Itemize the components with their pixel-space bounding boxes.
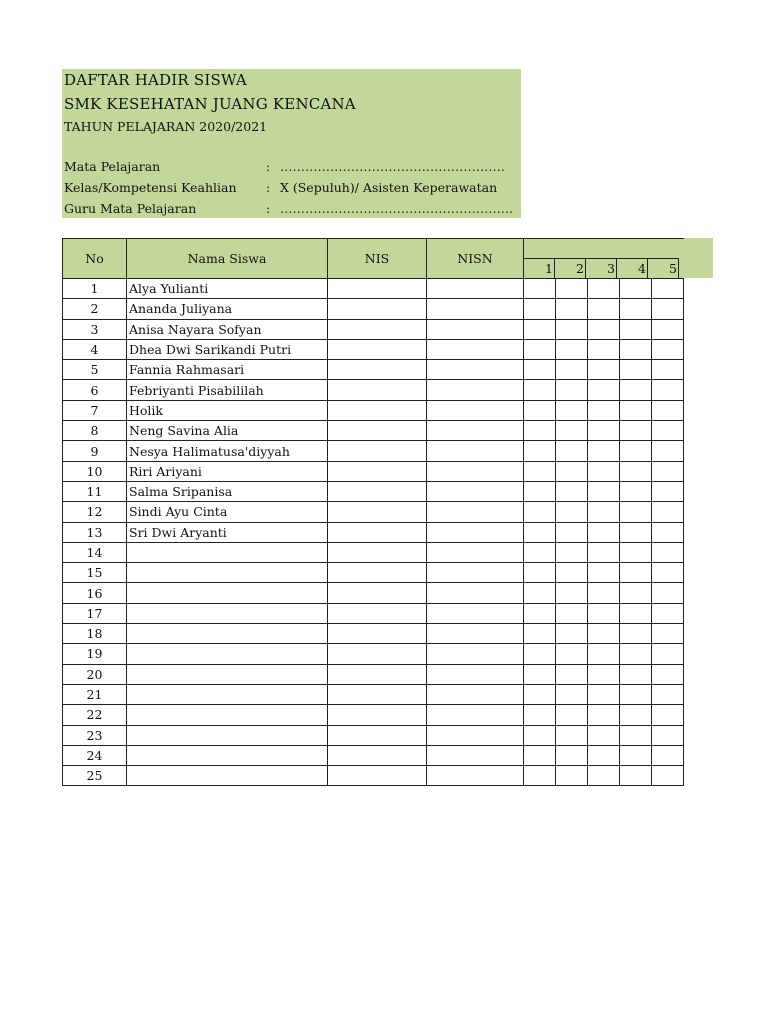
attendance-cell-day-1[interactable] [524, 684, 556, 704]
document-title: DAFTAR HADIR SISWA [64, 71, 247, 89]
row-number: 9 [63, 441, 127, 461]
row-number: 6 [63, 380, 127, 400]
attendance-cell-day-4[interactable] [620, 563, 652, 583]
attendance-cell-day-3[interactable] [588, 400, 620, 420]
nis-cell[interactable] [328, 502, 427, 522]
table-row [63, 705, 684, 725]
attendance-cell-day-2[interactable] [556, 766, 588, 786]
student-name: Sri Dwi Aryanti [127, 522, 328, 542]
nis-cell[interactable] [328, 421, 427, 441]
attendance-cell-day-1[interactable] [524, 583, 556, 603]
attendance-cell-day-3[interactable] [588, 664, 620, 684]
attendance-cell-day-3[interactable] [588, 481, 620, 501]
attendance-cell-day-2[interactable] [556, 563, 588, 583]
attendance-cell-day-1[interactable] [524, 502, 556, 522]
attendance-cell-day-2[interactable] [556, 339, 588, 359]
attendance-cell-day-1[interactable] [524, 624, 556, 644]
row-number: 11 [63, 481, 127, 501]
student-name [127, 745, 328, 765]
attendance-cell-day-3[interactable] [588, 441, 620, 461]
attendance-cell-day-4[interactable] [620, 339, 652, 359]
attendance-cell-day-1[interactable] [524, 360, 556, 380]
attendance-cell-day-2[interactable] [556, 522, 588, 542]
nisn-cell[interactable] [427, 299, 524, 319]
school-name: SMK KESEHATAN JUANG KENCANA [64, 95, 356, 113]
nis-cell[interactable] [328, 725, 427, 745]
nisn-cell[interactable] [427, 684, 524, 704]
row-number: 8 [63, 421, 127, 441]
attendance-cell-day-2[interactable] [556, 603, 588, 623]
attendance-cell-day-4[interactable] [620, 299, 652, 319]
attendance-cell-day-3[interactable] [588, 380, 620, 400]
attendance-cell-day-1[interactable] [524, 705, 556, 725]
day-header-1: 1 [524, 258, 555, 278]
attendance-cell-day-5[interactable] [652, 542, 684, 562]
nis-cell[interactable] [328, 766, 427, 786]
table-row [63, 319, 684, 339]
attendance-cell-day-1[interactable] [524, 542, 556, 562]
attendance-cell-day-2[interactable] [556, 421, 588, 441]
attendance-cell-day-1[interactable] [524, 481, 556, 501]
attendance-cell-day-1[interactable] [524, 745, 556, 765]
row-number: 1 [63, 279, 127, 299]
row-number: 20 [63, 664, 127, 684]
attendance-cell-day-3[interactable] [588, 725, 620, 745]
nisn-cell[interactable] [427, 766, 524, 786]
attendance-cell-day-4[interactable] [620, 705, 652, 725]
meta-value: X (Sepuluh)/ Asisten Keperawatan [280, 180, 498, 195]
row-number: 14 [63, 542, 127, 562]
meta-colon: : [266, 180, 271, 195]
attendance-cell-day-5[interactable] [652, 339, 684, 359]
attendance-cell-day-5[interactable] [652, 644, 684, 664]
nis-cell[interactable] [328, 522, 427, 542]
row-number: 23 [63, 725, 127, 745]
attendance-cell-day-2[interactable] [556, 542, 588, 562]
attendance-cell-day-2[interactable] [556, 400, 588, 420]
table-row [63, 502, 684, 522]
meta-colon: : [266, 159, 271, 174]
nis-cell[interactable] [328, 644, 427, 664]
day-header-4: 4 [617, 258, 648, 278]
nis-cell[interactable] [328, 461, 427, 481]
table-row [63, 664, 684, 684]
academic-year: TAHUN PELAJARAN 2020/2021 [64, 119, 268, 134]
student-name: Holik [127, 400, 328, 420]
table-row [63, 481, 684, 501]
attendance-cell-day-2[interactable] [556, 745, 588, 765]
attendance-cell-day-2[interactable] [556, 624, 588, 644]
attendance-cell-day-3[interactable] [588, 644, 620, 664]
attendance-cell-day-4[interactable] [620, 441, 652, 461]
attendance-cell-day-1[interactable] [524, 766, 556, 786]
student-name: Fannia Rahmasari [127, 360, 328, 380]
attendance-cell-day-3[interactable] [588, 583, 620, 603]
meta-label: Kelas/Kompetensi Keahlian [64, 180, 237, 195]
attendance-cell-day-4[interactable] [620, 644, 652, 664]
attendance-cell-day-3[interactable] [588, 745, 620, 765]
table-row [63, 745, 684, 765]
attendance-cell-day-3[interactable] [588, 522, 620, 542]
table-row [63, 603, 684, 623]
column-header-days [524, 239, 684, 279]
row-number: 17 [63, 603, 127, 623]
row-number: 21 [63, 684, 127, 704]
nisn-cell[interactable] [427, 542, 524, 562]
table-row [63, 542, 684, 562]
nisn-cell[interactable] [427, 563, 524, 583]
attendance-cell-day-2[interactable] [556, 725, 588, 745]
attendance-cell-day-4[interactable] [620, 502, 652, 522]
attendance-cell-day-5[interactable] [652, 725, 684, 745]
column-header-nisn: NISN [427, 239, 524, 279]
attendance-cell-day-3[interactable] [588, 603, 620, 623]
attendance-cell-day-3[interactable] [588, 542, 620, 562]
day-header-3: 3 [586, 258, 617, 278]
nis-cell[interactable] [328, 481, 427, 501]
row-number: 4 [63, 339, 127, 359]
table-row [63, 522, 684, 542]
row-number: 5 [63, 360, 127, 380]
table-row [63, 299, 684, 319]
attendance-cell-day-4[interactable] [620, 319, 652, 339]
attendance-cell-day-1[interactable] [524, 461, 556, 481]
student-name: Alya Yulianti [127, 279, 328, 299]
meta-label: Mata Pelajaran [64, 159, 161, 174]
attendance-cell-day-4[interactable] [620, 421, 652, 441]
student-name [127, 684, 328, 704]
day-number-row [524, 258, 679, 278]
attendance-cell-day-2[interactable] [556, 279, 588, 299]
nis-cell[interactable] [328, 603, 427, 623]
attendance-cell-day-3[interactable] [588, 502, 620, 522]
attendance-cell-day-4[interactable] [620, 603, 652, 623]
attendance-cell-day-3[interactable] [588, 684, 620, 704]
student-name [127, 542, 328, 562]
student-name: Dhea Dwi Sarikandi Putri [127, 339, 328, 359]
attendance-cell-day-5[interactable] [652, 481, 684, 501]
row-number: 22 [63, 705, 127, 725]
nisn-cell[interactable] [427, 441, 524, 461]
nisn-cell[interactable] [427, 461, 524, 481]
attendance-cell-day-5[interactable] [652, 583, 684, 603]
attendance-cell-day-4[interactable] [620, 745, 652, 765]
attendance-cell-day-3[interactable] [588, 461, 620, 481]
nisn-cell[interactable] [427, 725, 524, 745]
row-number: 3 [63, 319, 127, 339]
table-row [63, 644, 684, 664]
attendance-cell-day-4[interactable] [620, 766, 652, 786]
nis-cell[interactable] [328, 745, 427, 765]
nis-cell[interactable] [328, 705, 427, 725]
attendance-cell-day-3[interactable] [588, 421, 620, 441]
attendance-cell-day-4[interactable] [620, 725, 652, 745]
attendance-cell-day-2[interactable] [556, 461, 588, 481]
attendance-cell-day-5[interactable] [652, 380, 684, 400]
nisn-cell[interactable] [427, 624, 524, 644]
attendance-cell-day-1[interactable] [524, 279, 556, 299]
attendance-cell-day-2[interactable] [556, 583, 588, 603]
nis-cell[interactable] [328, 360, 427, 380]
student-name: Anisa Nayara Sofyan [127, 319, 328, 339]
student-name: Febriyanti Pisabililah [127, 380, 328, 400]
nis-cell[interactable] [328, 299, 427, 319]
attendance-cell-day-1[interactable] [524, 319, 556, 339]
attendance-cell-day-1[interactable] [524, 563, 556, 583]
attendance-cell-day-3[interactable] [588, 624, 620, 644]
nisn-cell[interactable] [427, 360, 524, 380]
attendance-cell-day-1[interactable] [524, 603, 556, 623]
attendance-cell-day-2[interactable] [556, 705, 588, 725]
attendance-cell-day-1[interactable] [524, 522, 556, 542]
table-row [63, 279, 684, 299]
nis-cell[interactable] [328, 441, 427, 461]
attendance-cell-day-2[interactable] [556, 360, 588, 380]
meta-label: Guru Mata Pelajaran [64, 201, 197, 216]
nis-cell[interactable] [328, 380, 427, 400]
student-name [127, 644, 328, 664]
attendance-cell-day-1[interactable] [524, 725, 556, 745]
day-header-5: 5 [648, 258, 679, 278]
nisn-cell[interactable] [427, 502, 524, 522]
nisn-cell[interactable] [427, 522, 524, 542]
table-row [63, 441, 684, 461]
attendance-cell-day-3[interactable] [588, 319, 620, 339]
student-name [127, 725, 328, 745]
nisn-cell[interactable] [427, 279, 524, 299]
attendance-cell-day-2[interactable] [556, 380, 588, 400]
nis-cell[interactable] [328, 319, 427, 339]
meta-colon: : [266, 201, 271, 216]
table-row [63, 380, 684, 400]
attendance-cell-day-5[interactable] [652, 624, 684, 644]
attendance-cell-day-5[interactable] [652, 745, 684, 765]
table-row [63, 400, 684, 420]
column-header-name: Nama Siswa [127, 239, 328, 279]
nis-cell[interactable] [328, 684, 427, 704]
table-row [63, 583, 684, 603]
attendance-cell-day-2[interactable] [556, 441, 588, 461]
attendance-table [62, 238, 684, 786]
student-name [127, 705, 328, 725]
attendance-cell-day-1[interactable] [524, 400, 556, 420]
attendance-cell-day-4[interactable] [620, 624, 652, 644]
nisn-cell[interactable] [427, 705, 524, 725]
meta-value: ……………………………………………… [280, 159, 505, 174]
student-name [127, 563, 328, 583]
attendance-cell-day-3[interactable] [588, 705, 620, 725]
student-name [127, 624, 328, 644]
nisn-cell[interactable] [427, 421, 524, 441]
attendance-cell-day-1[interactable] [524, 421, 556, 441]
attendance-cell-day-5[interactable] [652, 319, 684, 339]
attendance-cell-day-4[interactable] [620, 542, 652, 562]
attendance-cell-day-1[interactable] [524, 339, 556, 359]
table-row [63, 766, 684, 786]
student-name: Salma Sripanisa [127, 481, 328, 501]
attendance-cell-day-3[interactable] [588, 563, 620, 583]
nisn-cell[interactable] [427, 745, 524, 765]
attendance-cell-day-2[interactable] [556, 664, 588, 684]
attendance-cell-day-5[interactable] [652, 360, 684, 380]
nisn-cell[interactable] [427, 603, 524, 623]
nis-cell[interactable] [328, 339, 427, 359]
attendance-cell-day-3[interactable] [588, 339, 620, 359]
nisn-cell[interactable] [427, 583, 524, 603]
student-name [127, 583, 328, 603]
attendance-cell-day-4[interactable] [620, 461, 652, 481]
meta-value: ……………………………………………….. [280, 201, 513, 216]
student-name: Ananda Juliyana [127, 299, 328, 319]
nis-cell[interactable] [328, 624, 427, 644]
attendance-cell-day-4[interactable] [620, 522, 652, 542]
attendance-cell-day-1[interactable] [524, 644, 556, 664]
attendance-cell-day-5[interactable] [652, 563, 684, 583]
document-header [62, 69, 521, 218]
nis-cell[interactable] [328, 664, 427, 684]
attendance-cell-day-4[interactable] [620, 380, 652, 400]
attendance-cell-day-4[interactable] [620, 279, 652, 299]
attendance-cell-day-2[interactable] [556, 299, 588, 319]
row-number: 18 [63, 624, 127, 644]
table-row [63, 563, 684, 583]
attendance-cell-day-2[interactable] [556, 319, 588, 339]
attendance-cell-day-4[interactable] [620, 400, 652, 420]
nisn-cell[interactable] [427, 481, 524, 501]
row-number: 16 [63, 583, 127, 603]
attendance-cell-day-4[interactable] [620, 684, 652, 704]
row-number: 13 [63, 522, 127, 542]
attendance-cell-day-5[interactable] [652, 664, 684, 684]
attendance-cell-day-2[interactable] [556, 481, 588, 501]
row-number: 2 [63, 299, 127, 319]
row-number: 12 [63, 502, 127, 522]
nis-cell[interactable] [328, 563, 427, 583]
attendance-cell-day-5[interactable] [652, 279, 684, 299]
table-row [63, 360, 684, 380]
attendance-cell-day-3[interactable] [588, 360, 620, 380]
attendance-cell-day-5[interactable] [652, 299, 684, 319]
table-row [63, 339, 684, 359]
attendance-cell-day-3[interactable] [588, 279, 620, 299]
attendance-cell-day-2[interactable] [556, 644, 588, 664]
nisn-cell[interactable] [427, 319, 524, 339]
attendance-cell-day-5[interactable] [652, 522, 684, 542]
student-name [127, 664, 328, 684]
student-name: Nesya Halimatusa'diyyah [127, 441, 328, 461]
attendance-cell-day-5[interactable] [652, 603, 684, 623]
attendance-cell-day-5[interactable] [652, 441, 684, 461]
table-row [63, 684, 684, 704]
attendance-cell-day-5[interactable] [652, 421, 684, 441]
row-number: 15 [63, 563, 127, 583]
attendance-cell-day-2[interactable] [556, 684, 588, 704]
nisn-cell[interactable] [427, 380, 524, 400]
nis-cell[interactable] [328, 542, 427, 562]
nis-cell[interactable] [328, 279, 427, 299]
nisn-cell[interactable] [427, 400, 524, 420]
attendance-cell-day-5[interactable] [652, 684, 684, 704]
student-name: Neng Savina Alia [127, 421, 328, 441]
attendance-cell-day-3[interactable] [588, 299, 620, 319]
table-header-row [63, 239, 684, 279]
column-header-nis: NIS [328, 239, 427, 279]
row-number: 10 [63, 461, 127, 481]
attendance-cell-day-1[interactable] [524, 299, 556, 319]
table-row [63, 725, 684, 745]
day-header-2: 2 [555, 258, 586, 278]
student-name [127, 603, 328, 623]
attendance-cell-day-5[interactable] [652, 705, 684, 725]
attendance-cell-day-4[interactable] [620, 481, 652, 501]
student-name: Sindi Ayu Cinta [127, 502, 328, 522]
column-header-no: No [63, 239, 127, 279]
attendance-cell-day-1[interactable] [524, 441, 556, 461]
row-number: 7 [63, 400, 127, 420]
nis-cell[interactable] [328, 583, 427, 603]
row-number: 24 [63, 745, 127, 765]
table-row [63, 461, 684, 481]
student-name: Riri Ariyani [127, 461, 328, 481]
nisn-cell[interactable] [427, 339, 524, 359]
attendance-cell-day-5[interactable] [652, 766, 684, 786]
attendance-cell-day-2[interactable] [556, 502, 588, 522]
row-number: 25 [63, 766, 127, 786]
attendance-cell-day-1[interactable] [524, 664, 556, 684]
attendance-cell-day-4[interactable] [620, 664, 652, 684]
attendance-cell-day-3[interactable] [588, 766, 620, 786]
attendance-cell-day-5[interactable] [652, 461, 684, 481]
table-row [63, 421, 684, 441]
nisn-cell[interactable] [427, 644, 524, 664]
attendance-cell-day-1[interactable] [524, 380, 556, 400]
attendance-cell-day-5[interactable] [652, 502, 684, 522]
nisn-cell[interactable] [427, 664, 524, 684]
nis-cell[interactable] [328, 400, 427, 420]
table-row [63, 624, 684, 644]
attendance-cell-day-4[interactable] [620, 583, 652, 603]
attendance-cell-day-5[interactable] [652, 400, 684, 420]
student-name [127, 766, 328, 786]
row-number: 19 [63, 644, 127, 664]
attendance-cell-day-4[interactable] [620, 360, 652, 380]
